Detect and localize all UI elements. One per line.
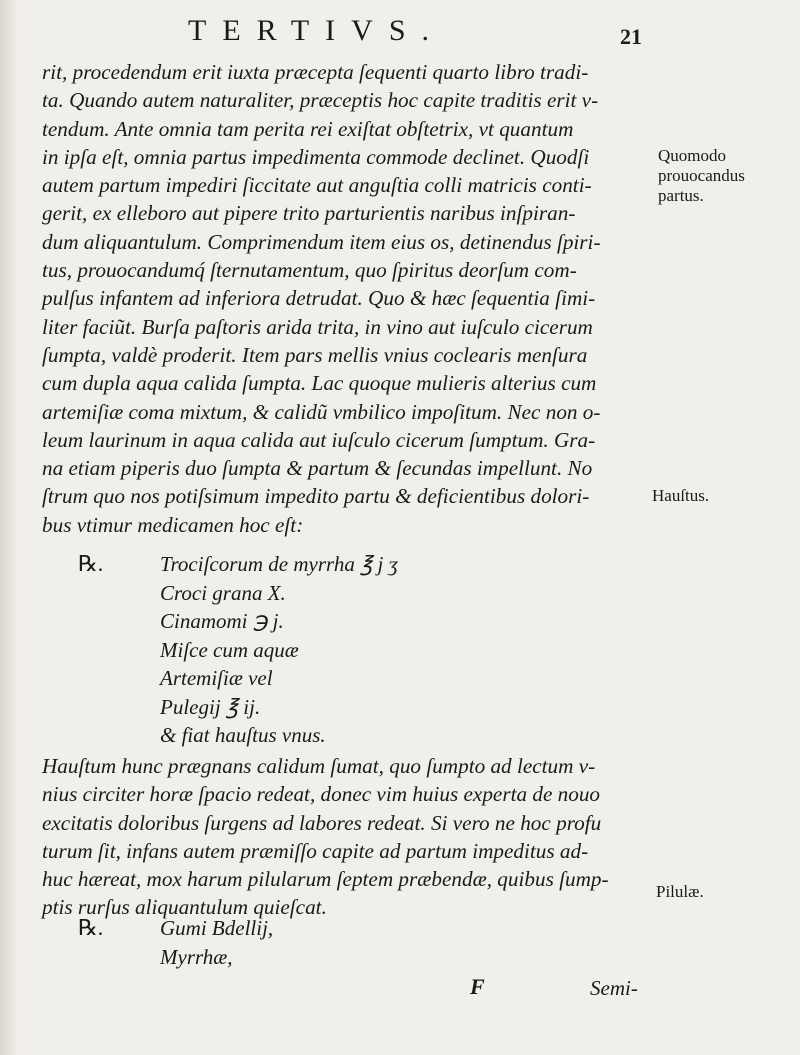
- text-line: cum dupla aqua calida ſumpta. Lac quoque mulieris alterius cum: [42, 371, 597, 396]
- text-line: ptis rurſus aliquantulum quieſcat.: [42, 895, 327, 920]
- recipe-row: [42, 721, 602, 750]
- text-line: rit, procedendum erit iuxta præcepta ſequenti quarto libro tradi-: [42, 60, 589, 84]
- recipe-ingredient: Trociſcorum de myrrha ℥ j ʒ: [160, 552, 398, 576]
- show-through-shadow: [640, 300, 790, 340]
- text-line: liter faciũt. Burſa paſtoris arida trita, in vino aut iuſculo cicerum: [42, 314, 593, 339]
- recipe-ingredient: & fiat hauſtus vnus.: [160, 723, 326, 747]
- binding-shadow: [0, 0, 18, 1055]
- text-line: ſumpta, valdè proderit. Item pars mellis vnius coclearis menſura: [42, 342, 588, 367]
- recipe-ingredient: Miſce cum aquæ: [160, 637, 299, 662]
- recipe-2: [42, 914, 602, 971]
- recipe-ingredient: Pulegij ℥ ij.: [160, 694, 261, 719]
- margin-note-haustus: Hauſtus.: [652, 486, 710, 505]
- text-line: autem partum impediri ſiccitate aut anguſtia colli matricis conti-: [42, 173, 592, 198]
- text-line: in ipſa eſt, omnia partus impedimenta commode declinet. Quodſi: [42, 144, 590, 169]
- text-line: huc hæreat, mox harum pilularum ſeptem præbendæ, quibus ſump-: [42, 867, 609, 892]
- text-line: tus, prouocandumq́ ſternutamentum, quo ſpiritus deorſum com-: [42, 258, 577, 283]
- recipe-row: [42, 579, 602, 608]
- margin-note-line: prouocandus: [658, 166, 745, 185]
- margin-note-line: partus.: [658, 186, 704, 205]
- text-line: ſtrum quo nos potiſsimum impedito partu & deficientibus dolori-: [42, 484, 590, 509]
- margin-note-quomodo: [658, 146, 745, 206]
- recipe-ingredient: Myrrhæ,: [160, 944, 233, 969]
- text-line: gerit, ex elleboro aut pipere trito parturientis naribus inſpiran-: [42, 201, 576, 226]
- text-line: pulſus infantem ad inferiora detrudat. Quo & hæc ſequentia ſimi-: [42, 286, 596, 311]
- catchword: Semi-: [590, 976, 638, 1000]
- text-line: tendum. Ante omnia tam perita rei exiſtat obſtetrix, vt quantum: [42, 116, 574, 141]
- recipe-ingredient: Croci grana X.: [160, 580, 286, 605]
- recipe-row: [42, 636, 602, 665]
- text-line: bus vtimur medicamen hoc eſt:: [42, 512, 304, 537]
- text-line: dum aliquantulum. Comprimendum item eius os, detinendus ſpiri-: [42, 229, 601, 254]
- recipe-ingredient: Artemiſiæ vel: [160, 666, 273, 690]
- text-block-2: [42, 752, 652, 922]
- text-line: ta. Quando autem naturaliter, præceptis hoc capite traditis erit v-: [42, 88, 599, 113]
- text-block-1: [42, 58, 652, 539]
- text-line: turum ſit, infans autem præmiſſo capite ad partum impeditus ad-: [42, 838, 589, 863]
- recipe-row: [42, 550, 602, 579]
- recipe-row: [42, 943, 602, 972]
- text-line: Hauſtum hunc prægnans calidum ſumat, quo ſumpto ad lectum v-: [42, 754, 596, 778]
- text-line: leum laurinum in aqua calida aut iuſculo cicerum ſumptum. Gra-: [42, 427, 596, 452]
- recipe-row: [42, 664, 602, 693]
- text-line: artemiſiæ coma mixtum, & calidũ vmbilico impoſitum. Nec non o-: [42, 399, 601, 424]
- text-line: nius circiter horæ ſpacio redeat, donec vim huius experta de nouo: [42, 782, 601, 807]
- page-number: 21: [620, 24, 642, 49]
- running-head: TERTIVS.: [188, 14, 446, 47]
- recipe-symbol: ℞.: [78, 551, 104, 576]
- recipe-row: [42, 914, 602, 943]
- recipe-row: [42, 693, 602, 722]
- recipe-1: [42, 550, 602, 750]
- recipe-symbol: ℞.: [78, 915, 104, 940]
- signature-mark: F: [470, 974, 485, 999]
- text-line: excitatis doloribus ſurgens ad labores redeat. Si vero ne hoc profu: [42, 810, 602, 835]
- text-line: na etiam piperis duo ſumpta & partum & ſecundas impellunt. No: [42, 456, 593, 481]
- margin-note-line: Quomodo: [658, 146, 726, 165]
- margin-note-pilulae: Pilulæ.: [656, 882, 704, 901]
- recipe-ingredient: Cinamomi ℈ j.: [160, 609, 284, 633]
- recipe-ingredient: Gumi Bdellij,: [160, 916, 274, 940]
- recipe-row: [42, 607, 602, 636]
